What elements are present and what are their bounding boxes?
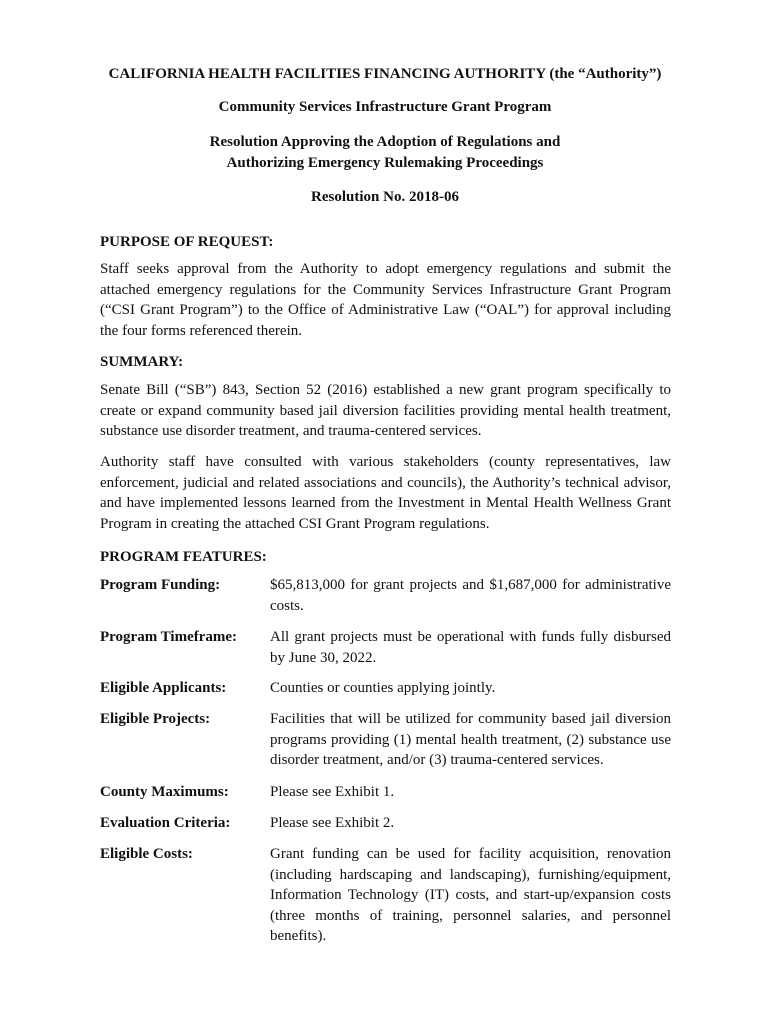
summary-paragraph-1: Senate Bill (“SB”) 843, Section 52 (2016) established a new grant program specifically to create or expand community based jail diversion facilities providing mental health treatment, substance use disorder treatment, and trauma-centered services. bbox=[100, 382, 671, 439]
feature-label: Eligible Projects: bbox=[100, 711, 211, 727]
feature-value: All grant projects must be operational with funds fully disbursed by June 30, 2022. bbox=[270, 629, 671, 666]
summary-heading: SUMMARY: bbox=[100, 354, 184, 370]
feature-label: Program Funding: bbox=[100, 577, 221, 593]
resolution-title-line1: Resolution Approving the Adoption of Regulations and bbox=[209, 134, 561, 150]
purpose-heading: PURPOSE OF REQUEST: bbox=[100, 234, 274, 250]
feature-program-funding bbox=[100, 575, 671, 616]
feature-label: Eligible Costs: bbox=[100, 846, 193, 862]
feature-eligible-costs bbox=[100, 844, 671, 947]
feature-value: Counties or counties applying jointly. bbox=[270, 680, 496, 696]
feature-label: Evaluation Criteria: bbox=[100, 815, 231, 831]
feature-label: County Maximums: bbox=[100, 784, 229, 800]
feature-value: Grant funding can be used for facility acquisition, renovation (including hardscaping and landscaping), furnishing/equipment, Information Technology (IT) costs, and start-up/expansion costs (three months of training, personnel salaries, and personnel benefits). bbox=[270, 846, 671, 944]
feature-value: Please see Exhibit 2. bbox=[270, 815, 395, 831]
feature-value: Please see Exhibit 1. bbox=[270, 784, 395, 800]
feature-label: Program Timeframe: bbox=[100, 629, 238, 645]
program-title: Community Services Infrastructure Grant Program bbox=[218, 99, 552, 115]
resolution-title-line2: Authorizing Emergency Rulemaking Proceedings bbox=[226, 155, 544, 171]
resolution-number: Resolution No. 2018-06 bbox=[311, 189, 459, 205]
features-heading: PROGRAM FEATURES: bbox=[100, 549, 267, 565]
feature-eligible-projects bbox=[100, 709, 671, 771]
feature-label: Eligible Applicants: bbox=[100, 680, 227, 696]
feature-value: $65,813,000 for grant projects and $1,687,000 for administrative costs. bbox=[270, 577, 671, 614]
feature-value: Facilities that will be utilized for community based jail diversion programs providing (1) mental health treatment, (2) substance use disorder treatment, and/or (3) trauma-centered services. bbox=[270, 711, 671, 768]
authority-title: CALIFORNIA HEALTH FACILITIES FINANCING AUTHORITY (the “Authority”) bbox=[108, 66, 662, 82]
purpose-text: Staff seeks approval from the Authority to adopt emergency regulations and submit the attached emergency regulations for the Community Services Infrastructure Grant Program (“CSI Grant Program”) to the Office of Administrative Law (“OAL”) for approval including the four forms referenced therein. bbox=[100, 261, 671, 339]
feature-program-timeframe bbox=[100, 627, 671, 668]
feature-evaluation-criteria bbox=[100, 813, 671, 834]
summary-paragraph-2: Authority staff have consulted with various stakeholders (county representatives, law enforcement, judicial and related associations and councils), the Authority’s technical advisor, and have implemented lessons learned from the Investment in Mental Health Wellness Grant Program in creating the attached CSI Grant Program regulations. bbox=[100, 454, 671, 532]
feature-eligible-applicants bbox=[100, 678, 671, 699]
feature-county-maximums bbox=[100, 782, 671, 803]
